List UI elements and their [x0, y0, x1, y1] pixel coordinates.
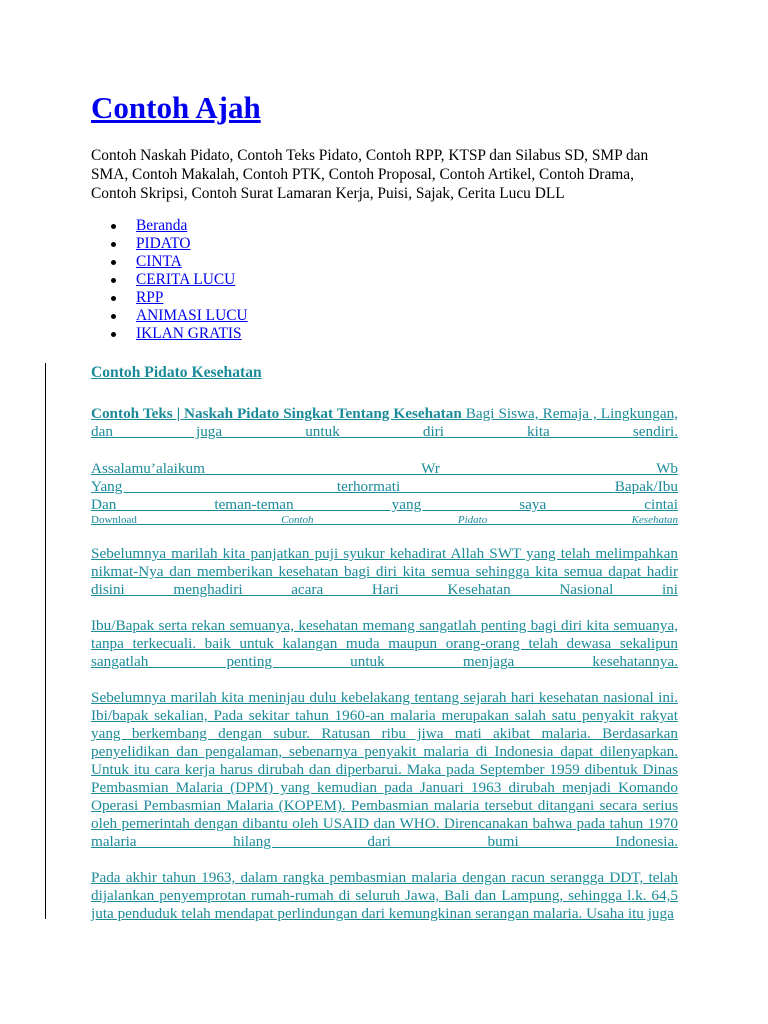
- nav-link-cinta[interactable]: CINTA: [136, 253, 182, 270]
- download-word-2: Contoh: [281, 514, 314, 526]
- nav-item-animasi-lucu: [136, 307, 248, 325]
- left-margin-rule: [45, 363, 46, 919]
- download-word-1: Download: [91, 514, 137, 526]
- post-paragraph-4[interactable]: Pada akhir tahun 1963, dalam rangka pembasmian malaria dengan racun serangga DDT, telah dijalankan penyemprotan rumah-rumah di seluruh Jawa, Bali dan Lampung, sehingga l.k. 64,5 juta penduduk telah mendapat perlindungan dari kemungkinan serangan malaria. Usaha itu juga: [91, 869, 678, 922]
- nav-item-rpp: [136, 289, 248, 307]
- post-intro-bold: Contoh Teks | Naskah Pidato Singkat Tentang Kesehatan: [91, 405, 462, 422]
- download-word-4: Kesehatan: [631, 514, 679, 526]
- post-title: [91, 363, 262, 382]
- post-paragraph-3[interactable]: Sebelumnya marilah kita meninjau dulu kebelakang tentang sejarah hari kesehatan nasional ini. Ibi/bapak sekalian, Pada sekitar tahun 1960-an malaria merupakan salah satu penyakit rakyat yang berkembang dengan subur. Ratusan ribu jiwa mati akibat malaria. Berdasarkan penyelidikan dan pengalaman, sebenarnya penyakit malaria di Indonesia dapat dilenyapkan. Untuk itu cara kerja harus dirubah dan diperbarui. Maka pada September 1959 dibentuk Dinas Pembasmian Malaria (DPM) yang kemudian pada Januari 1963 dirubah menjadi Komando Operasi Pembasmian Malaria (KOPEM). Pembasmian malaria tersebut ditangani secara serius oleh pemerintah dengan dibantu oleh USAID dan WHO. Direncanakan bahwa pada tahun 1970 malaria hilang dari bumi Indonesia.: [91, 689, 678, 850]
- download-line[interactable]: [91, 512, 678, 528]
- nav-link-animasi-lucu[interactable]: ANIMASI LUCU: [136, 307, 248, 324]
- nav-link-beranda[interactable]: Beranda: [136, 217, 188, 234]
- nav-link-iklan-gratis[interactable]: IKLAN GRATIS: [136, 325, 242, 342]
- post-intro-rest: Bagi Siswa, Remaja , Lingkungan, dan juga untuk diri kita sendiri.: [91, 405, 678, 440]
- post-paragraph-1[interactable]: Sebelumnya marilah kita panjatkan puji syukur kehadirat Allah SWT yang telah melimpahkan nikmat-Nya dan memberikan kesehatan bagi diri kita semua sehingga kita semua dapat hadir disini menghadiri acara Hari Kesehatan Nasional ini: [91, 545, 678, 598]
- greeting-line-1[interactable]: Assalamu’alaikum Wr Wb: [91, 460, 678, 477]
- nav-link-cerita-lucu[interactable]: CERITA LUCU: [136, 271, 236, 288]
- post-paragraph-2[interactable]: Ibu/Bapak serta rekan semuanya, kesehatan memang sangatlah penting bagi diri kita semuanya, tanpa terkecuali. baik untuk kalangan muda maupun orang-orang telah dewasa sekalipun sangatlah penting untuk menjaga kesehatannya.: [91, 617, 678, 670]
- nav-item-cerita-lucu: [136, 271, 248, 289]
- nav-item-pidato: [136, 235, 248, 253]
- nav-link-rpp[interactable]: RPP: [136, 289, 164, 306]
- post-title-link[interactable]: Contoh Pidato Kesehatan: [91, 364, 262, 381]
- site-description: Contoh Naskah Pidato, Contoh Teks Pidato, Contoh RPP, KTSP dan Silabus SD, SMP dan SMA, Contoh Makalah, Contoh PTK, Contoh Proposal, Contoh Artikel, Contoh Drama, Contoh Skripsi, Contoh Surat Lamaran Kerja, Puisi, Sajak, Cerita Lucu DLL: [91, 147, 649, 202]
- nav-item-beranda: [136, 217, 248, 235]
- post-intro[interactable]: [91, 405, 678, 441]
- nav-link-pidato[interactable]: PIDATO: [136, 235, 191, 252]
- download-word-3: Pidato: [457, 514, 488, 526]
- greeting-line-3[interactable]: Dan teman-teman yang saya cintai: [91, 496, 678, 513]
- nav-item-iklan-gratis: [136, 325, 248, 343]
- main-navigation: [91, 217, 248, 343]
- site-title-link[interactable]: Contoh Ajah: [91, 90, 261, 125]
- greeting-line-2[interactable]: Yang terhormati Bapak/Ibu: [91, 478, 678, 495]
- site-title: [91, 92, 261, 123]
- nav-item-cinta: [136, 253, 248, 271]
